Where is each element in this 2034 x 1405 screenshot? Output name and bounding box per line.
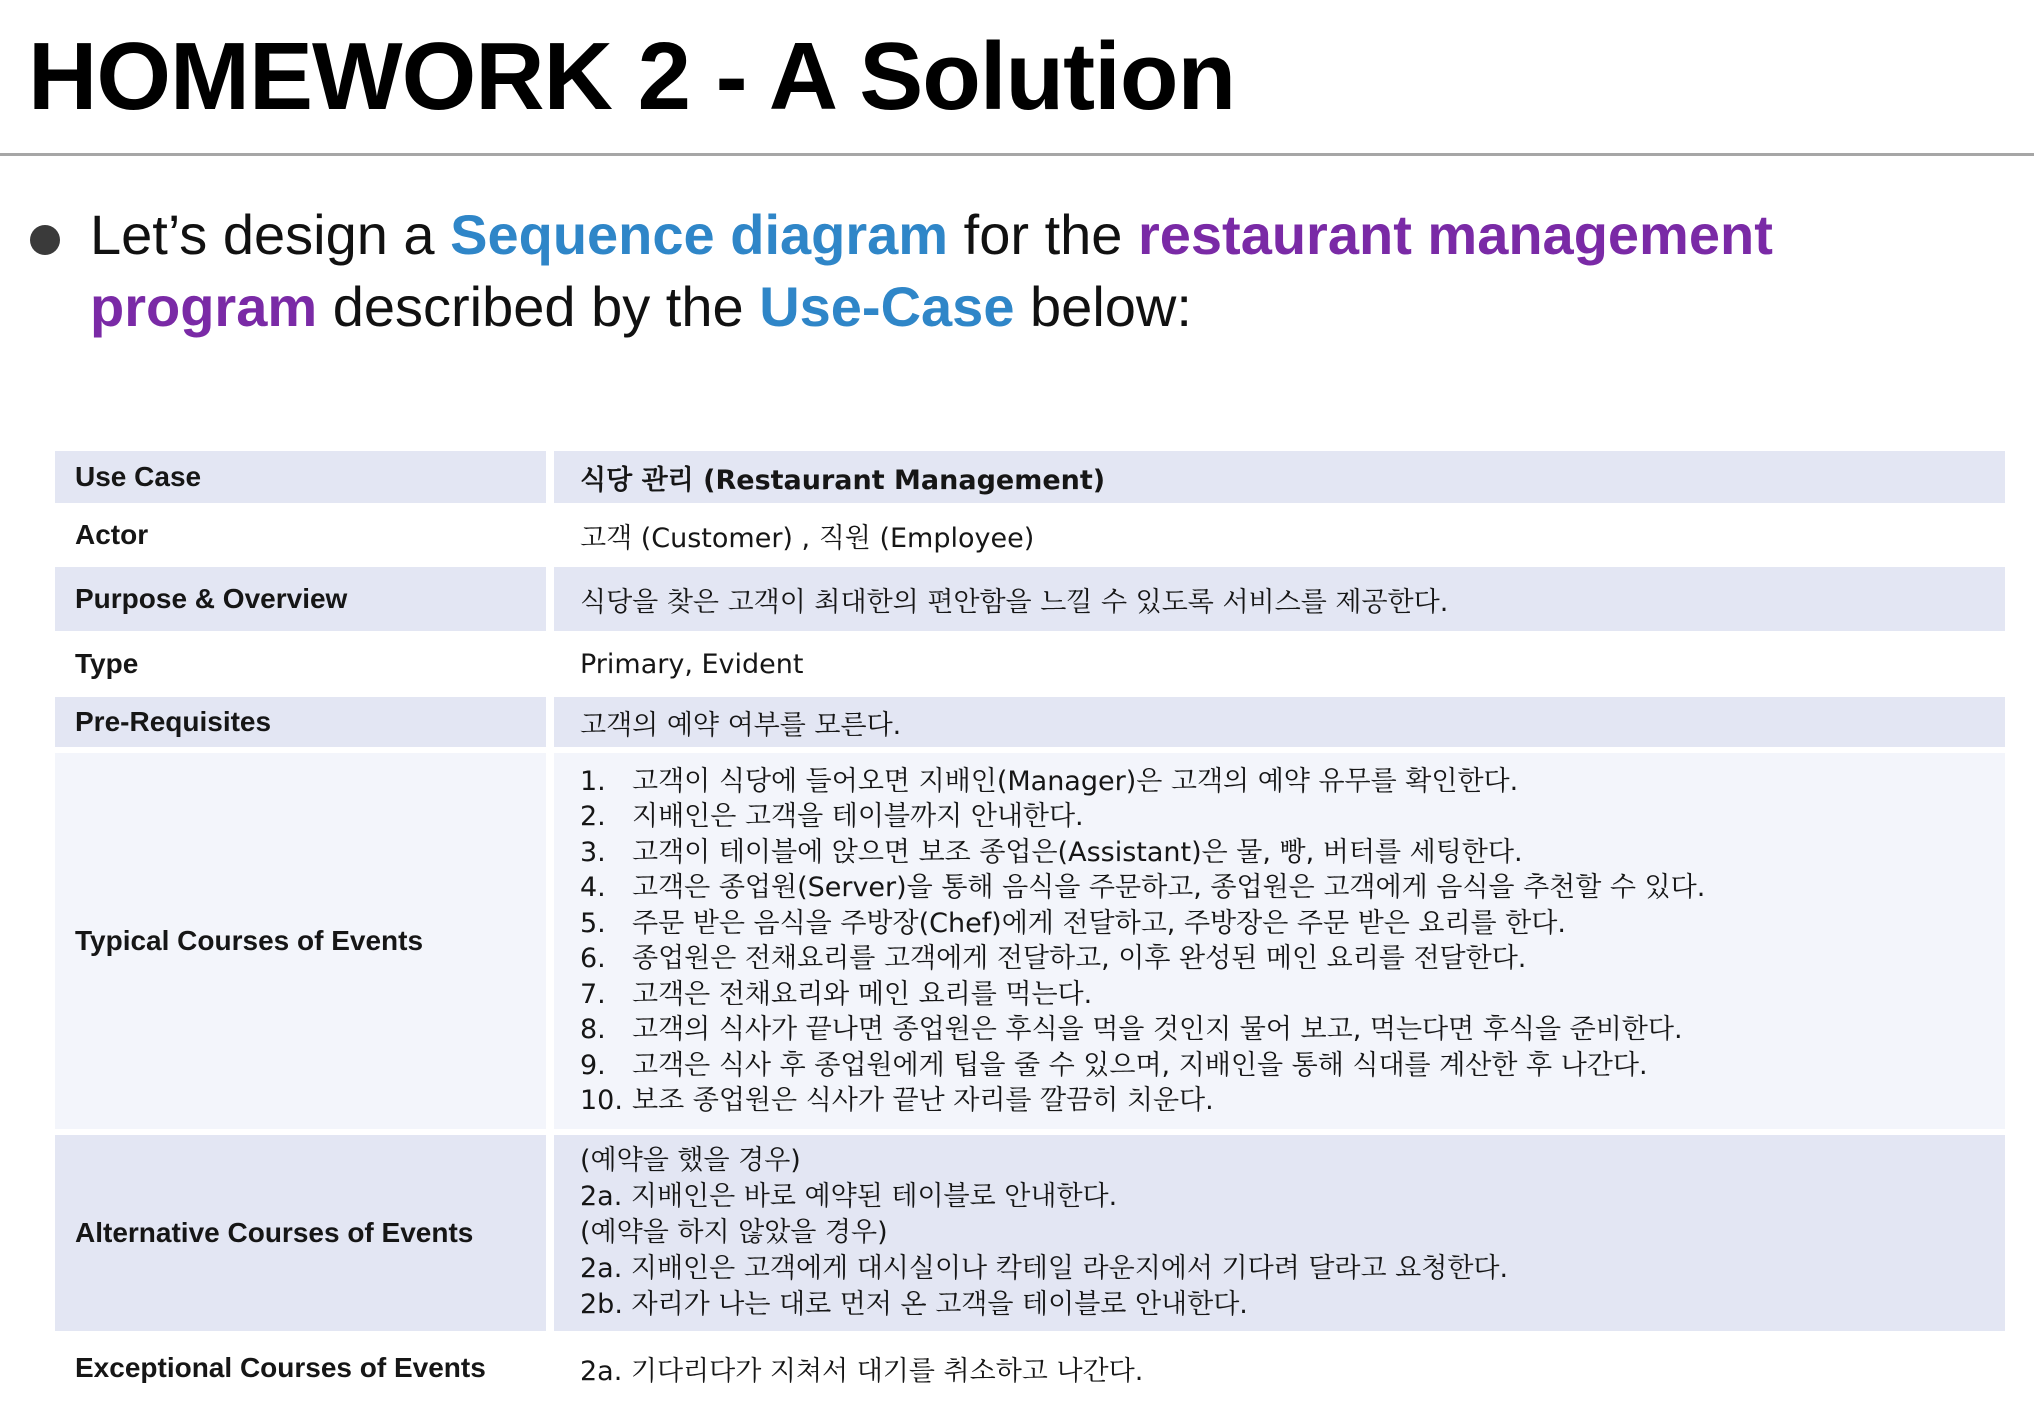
use-case-table [55, 445, 2005, 1405]
typical-courses-label: Typical Courses of Events [55, 753, 554, 1129]
list-item [580, 1083, 2005, 1119]
bullet-text-part: Let’s design a [90, 203, 451, 266]
actor-value: 고객 (Customer) , 직원 (Employee) [554, 509, 2005, 561]
title-divider [0, 153, 2034, 156]
event-text: 주문 받은 음식을 주방장(Chef)에게 전달하고, 주방장은 주문 받은 요리를 한다. [632, 907, 1566, 939]
event-number: 5. [580, 907, 606, 939]
alternative-line: (예약을 하지 않았을 경우) [580, 1217, 888, 1248]
typical-events-list [580, 764, 2005, 1119]
event-number: 1. [580, 765, 606, 797]
highlight-sequence-diagram: Sequence diagram [450, 203, 949, 266]
event-text: 고객은 전채요리와 메인 요리를 먹는다. [632, 978, 1093, 1010]
row-exceptional-courses [55, 1337, 2005, 1399]
actor-label: Actor [55, 509, 554, 561]
alternative-line: 2a. 지배인은 고객에게 대시실이나 칵테일 라운지에서 기다려 달라고 요청한다. [580, 1253, 1509, 1284]
alternative-courses-value [554, 1135, 2005, 1331]
type-label: Type [55, 637, 554, 691]
row-actor [55, 509, 2005, 561]
pre-requisites-label: Pre-Requisites [55, 697, 554, 747]
list-item [580, 1012, 2005, 1048]
list-item [580, 941, 2005, 977]
row-use-case [55, 451, 2005, 503]
bullet-icon [30, 225, 60, 255]
list-item [580, 906, 2005, 942]
list-item [580, 799, 2005, 835]
highlight-use-case: Use-Case [759, 275, 1015, 338]
use-case-label: Use Case [55, 451, 554, 503]
type-value: Primary, Evident [554, 637, 2005, 691]
use-case-value: 식당 관리 (Restaurant Management) [554, 451, 2005, 503]
list-item [580, 764, 2005, 800]
bullet-text-part: for the [948, 203, 1138, 266]
alternative-line: 2b. 자리가 나는 대로 먼저 온 고객을 테이블로 안내한다. [580, 1289, 1248, 1320]
list-item [580, 835, 2005, 871]
event-number: 4. [580, 872, 606, 903]
event-text: 보조 종업원은 식사가 끝난 자리를 깔끔히 치운다. [632, 1085, 1214, 1116]
exceptional-courses-label: Exceptional Courses of Events [55, 1337, 554, 1399]
event-number: 7. [580, 978, 606, 1010]
bullet-text-part: described by the [317, 275, 760, 338]
alternative-line: 2a. 지배인은 바로 예약된 테이블로 안내한다. [580, 1181, 1118, 1212]
event-text: 고객은 식사 후 종업원에게 팁을 줄 수 있으며, 지배인을 통해 식대를 계산한 후 나간다. [632, 1049, 1648, 1081]
event-text: 종업원은 전채요리를 고객에게 전달하고, 이후 완성된 메인 요리를 전달한다. [632, 943, 1527, 974]
row-type [55, 637, 2005, 691]
slide-title: HOMEWORK 2 - A Solution [28, 23, 1236, 130]
alternative-line: (예약을 했을 경우) [580, 1145, 801, 1176]
event-text: 고객은 종업원(Server)을 통해 음식을 주문하고, 종업원은 고객에게 음식을 추천할 수 있다. [632, 872, 1706, 903]
event-number: 10. [580, 1085, 623, 1116]
exceptional-courses-value: 2a. 기다리다가 지쳐서 대기를 취소하고 나간다. [554, 1337, 2005, 1399]
event-text: 지배인은 고객을 테이블까지 안내한다. [632, 801, 1084, 832]
row-alternative-courses [55, 1135, 2005, 1331]
event-number: 6. [580, 943, 606, 974]
event-text: 고객의 식사가 끝나면 종업원은 후식을 먹을 것인지 물어 보고, 먹는다면 후식을 준비한다. [632, 1014, 1683, 1045]
alternative-courses-label: Alternative Courses of Events [55, 1135, 554, 1331]
event-number: 8. [580, 1014, 606, 1045]
event-number: 3. [580, 836, 606, 868]
row-pre-requisites [55, 697, 2005, 747]
purpose-overview-value: 식당을 찾은 고객이 최대한의 편안함을 느낄 수 있도록 서비스를 제공한다. [554, 567, 2005, 631]
event-number: 2. [580, 801, 606, 832]
list-item [580, 870, 2005, 906]
list-item [580, 977, 2005, 1013]
event-text: 고객이 테이블에 앉으면 보조 종업은(Assistant)은 물, 빵, 버터를 세팅한다. [632, 836, 1523, 868]
list-item [580, 1048, 2005, 1084]
pre-requisites-value: 고객의 예약 여부를 모른다. [554, 697, 2005, 747]
typical-courses-value [554, 753, 2005, 1129]
purpose-overview-label: Purpose & Overview [55, 567, 554, 631]
event-text: 고객이 식당에 들어오면 지배인(Manager)은 고객의 예약 유무를 확인한다. [632, 765, 1519, 797]
event-number: 9. [580, 1049, 606, 1081]
bullet-text [90, 199, 1990, 343]
bullet-text-part: below: [1014, 275, 1192, 338]
row-purpose-overview [55, 567, 2005, 631]
highlight-restaurant-management-program: restaurant management program [90, 203, 1773, 338]
row-typical-courses [55, 753, 2005, 1129]
